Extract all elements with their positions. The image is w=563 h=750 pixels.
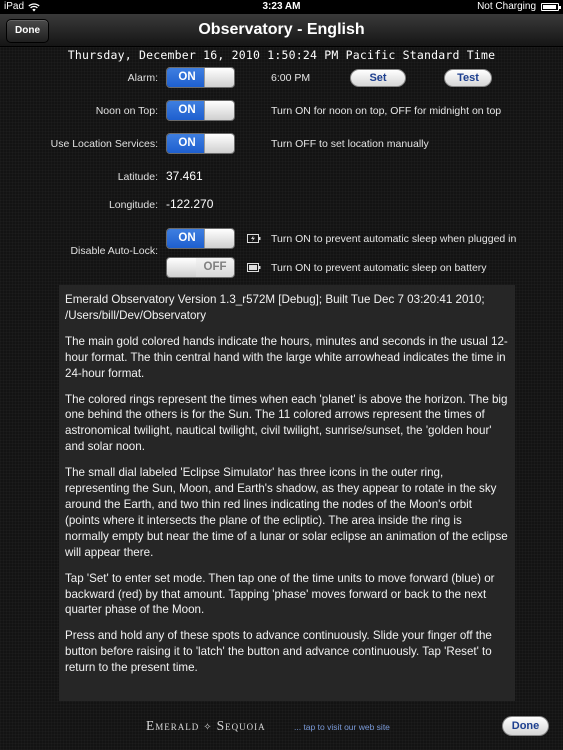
autolock-battery-state: OFF — [196, 258, 234, 277]
alarm-switch-state: ON — [167, 68, 207, 87]
latitude-label: Latitude: — [117, 171, 158, 183]
emerald-sequoia-logo[interactable]: Emerald ✧ Sequoia — [146, 718, 266, 733]
location-services-label: Use Location Services: — [50, 138, 158, 150]
disable-autolock-label: Disable Auto-Lock: — [70, 245, 158, 257]
alarm-switch[interactable] — [166, 67, 235, 88]
charging-status: Not Charging — [477, 1, 536, 12]
navigation-bar — [0, 14, 563, 47]
alarm-time[interactable]: 6:00 PM — [271, 72, 311, 84]
page-title: Observatory - English — [198, 21, 365, 38]
noon-switch-state: ON — [167, 101, 207, 120]
diamond-icon: ✧ — [203, 722, 213, 733]
longitude-value[interactable]: -122.270 — [166, 197, 214, 211]
autolock-battery-hint: Turn ON to prevent automatic sleep on battery — [271, 262, 487, 274]
info-paragraph-rings: The colored rings represent the times when each 'planet' is above the horizon. The big one behind the others is for the Sun. The 11 colored arrows represent the times of astronomical twilight, nautical twilight, civil twilight, sunrise/sunset, the 'golden hour' and solar noon. — [65, 392, 508, 454]
status-bar — [0, 0, 563, 14]
autolock-plugged-switch[interactable] — [166, 228, 235, 249]
status-time: 3:23 AM — [262, 1, 301, 12]
battery-icon — [541, 3, 559, 11]
alarm-label: Alarm: — [127, 72, 158, 84]
info-paragraph-eclipse: The small dial labeled 'Eclipse Simulator' has three icons in the outer ring, representing the Sun, Moon, and Earth's shadow, as they appear to rotate in the sky around the Earth, and two thin red lines indicating the nodes of the Moon's orbit (points where it intersects the plane of the ecliptic). The area inside the ring is normally empty but near the time of a lunar or solar eclipse an animation of the eclipse will appear there. — [65, 466, 508, 559]
done-button-top[interactable]: Done — [6, 19, 49, 43]
location-switch-state: ON — [167, 134, 207, 153]
set-alarm-button[interactable]: Set — [350, 69, 406, 87]
info-text-panel[interactable] — [59, 285, 515, 701]
done-button-bottom[interactable]: Done — [502, 716, 549, 736]
info-paragraph-press-hold: Press and hold any of these spots to advance continuously. Slide your finger off the button before raising it to 'latch' the button and advance continuously. Tap 'Reset' to return to the present time. — [65, 629, 492, 675]
info-paragraph-set-mode: Tap 'Set' to enter set mode. Then tap one of the time units to move forward (blue) or backward (red) by that amount. Tapping 'phase' moves forward or back to the next quarter phase of the Moon. — [65, 571, 495, 617]
autolock-plugged-state: ON — [167, 229, 207, 248]
version-info: Emerald Observatory Version 1.3_r572M [Debug]; Built Tue Dec 7 03:20:41 2010; /Users/bill/Dev/Observatory — [65, 293, 485, 322]
info-paragraph-hands: The main gold colored hands indicate the hours, minutes and seconds in the usual 12-hour format. The thin central hand with the large white arrowhead indicates the time in 24-hour format. — [65, 334, 508, 380]
battery-status-icon — [247, 263, 261, 272]
latitude-value[interactable]: 37.461 — [166, 169, 203, 183]
plugged-battery-icon — [247, 234, 261, 243]
longitude-label: Longitude: — [108, 199, 158, 211]
location-services-switch[interactable] — [166, 133, 235, 154]
noon-on-top-switch[interactable] — [166, 100, 235, 121]
noon-on-top-hint: Turn ON for noon on top, OFF for midnight on top — [271, 105, 502, 117]
autolock-battery-switch[interactable] — [166, 257, 235, 278]
device-name: iPad — [4, 1, 25, 12]
autolock-plugged-hint: Turn ON to prevent automatic sleep when plugged in — [271, 233, 517, 245]
current-datetime: Thursday, December 16, 2010 1:50:24 PM Pacific Standard Time — [67, 48, 496, 62]
test-alarm-button[interactable]: Test — [444, 69, 492, 87]
noon-on-top-label: Noon on Top: — [95, 105, 158, 117]
website-link[interactable]: ... tap to visit our web site — [294, 722, 390, 732]
location-services-hint: Turn OFF to set location manually — [271, 138, 429, 150]
